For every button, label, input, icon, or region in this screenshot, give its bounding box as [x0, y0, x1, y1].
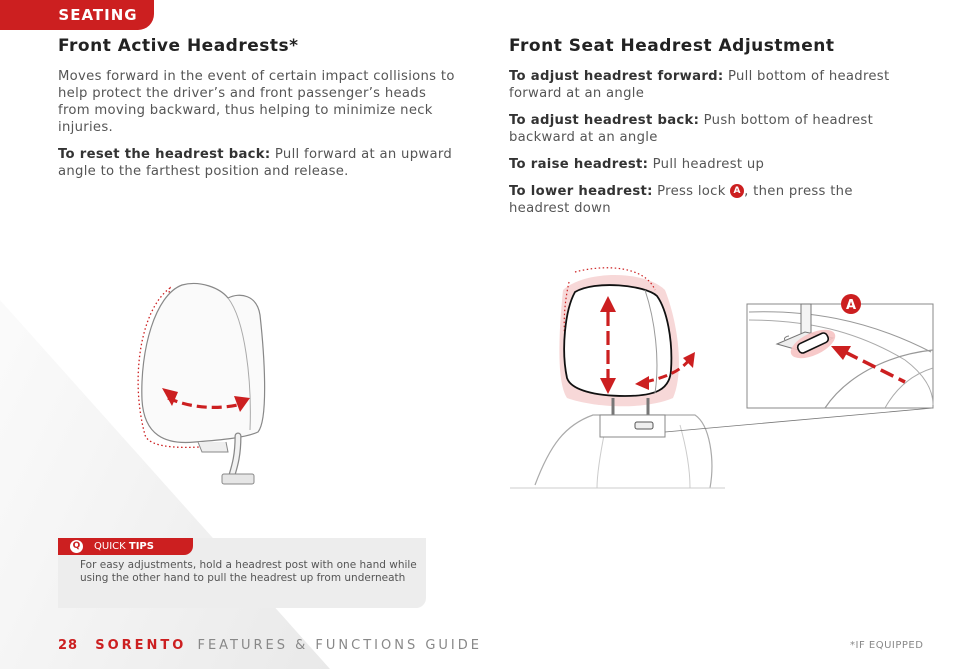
callout-a-label: A	[845, 298, 857, 313]
raise-instruction	[509, 156, 909, 173]
zoom-line	[665, 408, 933, 432]
lower-text-b: , then press the headrest down	[509, 184, 853, 216]
forward-text: Pull bottom of headrest forward at an angle	[509, 69, 890, 101]
post-mount	[222, 474, 254, 484]
footer	[58, 638, 482, 653]
model-name: SORENTO	[95, 638, 187, 653]
headrest-body	[142, 283, 265, 442]
reset-label: To reset the headrest back:	[58, 147, 271, 162]
back-label: To adjust headrest back:	[509, 113, 700, 128]
back-instruction	[509, 112, 909, 146]
lock-badge: A	[730, 184, 744, 198]
right-column	[509, 36, 909, 227]
quick-tips-header	[58, 538, 193, 555]
section-tab	[42, 0, 154, 30]
left-column	[58, 36, 458, 190]
back-text: Push bottom of headrest backward at an angle	[509, 113, 874, 145]
section-label: SEATING	[58, 6, 138, 24]
quick-tips-box	[58, 538, 426, 608]
active-headrest-illustration	[110, 270, 290, 500]
adjustment-title: Front Seat Headrest Adjustment	[509, 36, 835, 56]
post-base	[198, 442, 228, 452]
active-headrests-title: Front Active Headrests*	[58, 36, 299, 56]
lock-button-small	[635, 422, 653, 429]
lower-instruction	[509, 183, 909, 217]
active-headrests-intro: Moves forward in the event of certain impact collisions to help protect the driver’s and front passenger’s heads from moving backward, thus helping to minimize neck injuries.	[58, 69, 455, 135]
quick-tips-text: For easy adjustments, hold a headrest post with one hand while using the other hand to pull the headrest up from underneath	[80, 559, 417, 584]
reset-instruction	[58, 146, 458, 180]
reset-text: Pull forward at an upward angle to the farthest position and release.	[58, 147, 452, 179]
lower-text-a: Press lock	[652, 184, 731, 199]
quick-tips-icon: Q	[70, 540, 83, 553]
quick-tips-bold: TIPS	[128, 541, 154, 552]
quick-tips-prefix: QUICK	[94, 541, 126, 552]
headrest-adjustment-illustration	[505, 260, 945, 492]
forward-label: To adjust headrest forward:	[509, 69, 724, 84]
raise-label: To raise headrest:	[509, 157, 649, 172]
forward-instruction	[509, 68, 909, 102]
raise-text: Pull headrest up	[648, 157, 765, 172]
inset-post	[801, 304, 811, 336]
lower-label: To lower headrest:	[509, 184, 653, 199]
zoom-box	[600, 415, 665, 437]
page-number: 28	[58, 638, 79, 653]
if-equipped-note: *IF EQUIPPED	[850, 640, 924, 651]
guide-title: FEATURES & FUNCTIONS GUIDE	[197, 638, 482, 653]
